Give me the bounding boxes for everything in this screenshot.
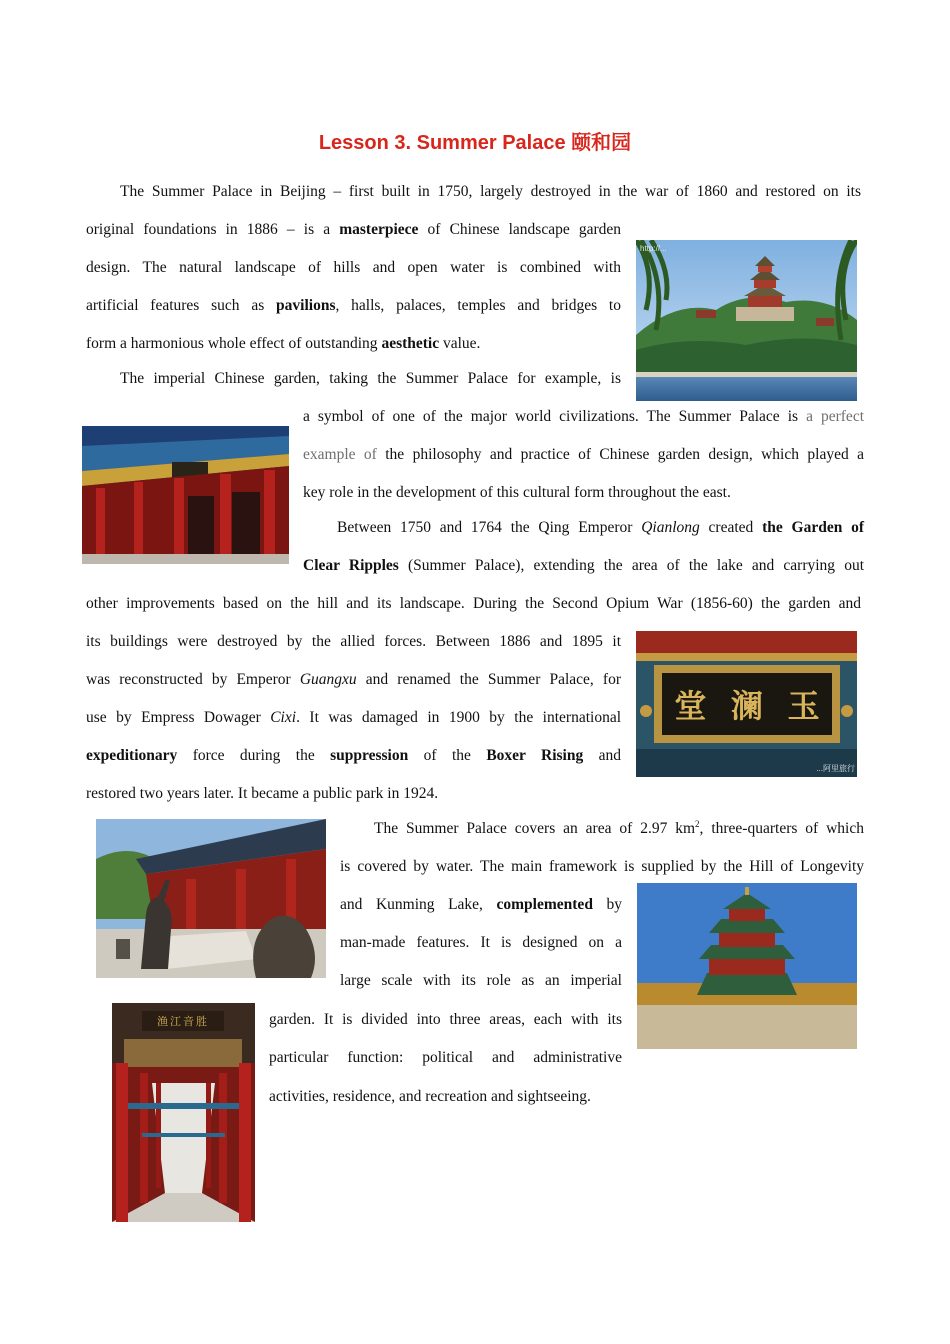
text-span: and Kunming Lake, <box>340 896 483 913</box>
plaque-watermark: ...阿里旅行 <box>816 764 855 773</box>
page-title <box>0 126 950 155</box>
p3-line-3: other improvements based on the hill and its landscape. During the Second Opium War (1856-60) the garden and <box>86 595 861 612</box>
text-span: artificial features such as <box>86 297 265 314</box>
p4-line-3 <box>340 895 622 915</box>
p1-line-5 <box>86 334 480 354</box>
term-clear-ripples: Clear Ripples <box>303 557 399 574</box>
p3-line-4: its buildings were destroyed by the allied forces. Between 1886 and 1895 it <box>86 633 621 650</box>
p4-line-6: garden. It is divided into three areas, each with its <box>269 1011 622 1028</box>
text-span: form a harmonious whole effect of outstanding <box>86 335 378 352</box>
plaque-characters <box>662 673 832 735</box>
text-span: a symbol of one of the major world civilizations. The Summer Palace is <box>303 408 799 425</box>
title-english: Lesson 3. Summer Palace <box>318 132 566 154</box>
text-span: The Summer Palace covers an area of 2.97 km <box>374 820 696 837</box>
term-aesthetic: aesthetic <box>381 335 440 352</box>
text-span: original foundations in 1886 – is a <box>86 221 331 238</box>
plaque-char-3: 玉 <box>787 687 820 725</box>
p4-line-4: man-made features. It is designed on a <box>340 934 622 951</box>
photo-buddhist-incense-tower <box>637 883 857 1049</box>
p3-line-5 <box>86 670 621 690</box>
term-garden-of: the Garden of <box>762 519 865 536</box>
p3-line-1 <box>337 518 864 538</box>
text-span: , three-quarters of which <box>699 820 864 837</box>
term-masterpiece: masterpiece <box>339 221 419 238</box>
p3-line-8: restored two years later. It became a public park in 1924. <box>86 785 439 802</box>
text-span-gray: example of <box>303 446 377 463</box>
name-guangxu: Guangxu <box>299 671 357 688</box>
photo-yulantang-plaque <box>636 631 857 777</box>
plaque-char-2: 澜 <box>730 687 763 725</box>
photo-bronze-deer <box>96 819 326 978</box>
text-span: the philosophy and practice of Chinese garden design, which played a <box>385 446 864 463</box>
text-span: by <box>606 896 623 913</box>
p4-line-7: particular function: political and administrative <box>269 1049 622 1066</box>
text-span: and <box>598 747 622 764</box>
term-complemented: complemented <box>496 896 593 913</box>
plaque-char-1: 堂 <box>674 687 707 725</box>
p4-line-8: activities, residence, and recreation and sightseeing. <box>269 1088 591 1105</box>
p3-line-6 <box>86 708 621 728</box>
text-span: , halls, palaces, temples and bridges to <box>335 297 621 314</box>
corridor-plaque-text: 渔江音胜 <box>157 1015 209 1028</box>
p2-line-1: The imperial Chinese garden, taking the Summer Palace for example, is <box>120 370 621 387</box>
text-span: value. <box>442 335 481 352</box>
p1-line-1: The Summer Palace in Beijing – first built in 1750, largely destroyed in the war of 1860 and restored on its <box>120 183 861 200</box>
p1-line-2 <box>86 220 621 240</box>
text-span-gray: a perfect <box>806 408 865 425</box>
text-span: use by Empress Dowager <box>86 709 261 726</box>
name-qianlong: Qianlong <box>641 519 700 536</box>
p2-line-4: key role in the development of this cultural form throughout the east. <box>303 484 731 501</box>
text-span: of Chinese landscape garden <box>427 221 622 238</box>
text-span: and renamed the Summer Palace, for <box>365 671 621 688</box>
p2-line-3 <box>303 445 864 465</box>
term-expeditionary: expeditionary <box>86 747 178 764</box>
text-span: created <box>708 519 754 536</box>
text-span: Between 1750 and 1764 the Qing Emperor <box>337 519 633 536</box>
photo-long-corridor <box>112 1003 255 1222</box>
term-pavilions: pavilions <box>276 297 336 314</box>
p3-line-7 <box>86 746 621 766</box>
superscript: 2 <box>695 818 700 829</box>
text-span: of the <box>423 747 471 764</box>
p4-line-5: large scale with its role as an imperial <box>340 972 622 989</box>
p1-line-3: design. The natural landscape of hills and open water is combined with <box>86 259 621 276</box>
text-span: (Summer Palace), extending the area of the lake and carrying out <box>408 557 864 574</box>
text-span: . It was damaged in 1900 by the international <box>296 709 621 726</box>
p4-line-1 <box>374 819 864 839</box>
lake-watermark: http://... <box>640 244 667 253</box>
p3-line-2 <box>303 556 864 576</box>
p2-line-2 <box>303 407 864 427</box>
title-chinese: 颐和园 <box>571 132 632 154</box>
p1-line-4 <box>86 296 621 316</box>
name-cixi: Cixi <box>270 709 297 726</box>
p4-line-2: is covered by water. The main framework is supplied by the Hill of Longevity <box>340 858 864 875</box>
term-boxer-rising: Boxer Rising <box>486 747 584 764</box>
photo-red-hall <box>82 426 289 564</box>
term-suppression: suppression <box>330 747 409 764</box>
text-span: force during the <box>192 747 315 764</box>
photo-kunming-lake <box>636 240 857 401</box>
text-span: was reconstructed by Emperor <box>86 671 291 688</box>
